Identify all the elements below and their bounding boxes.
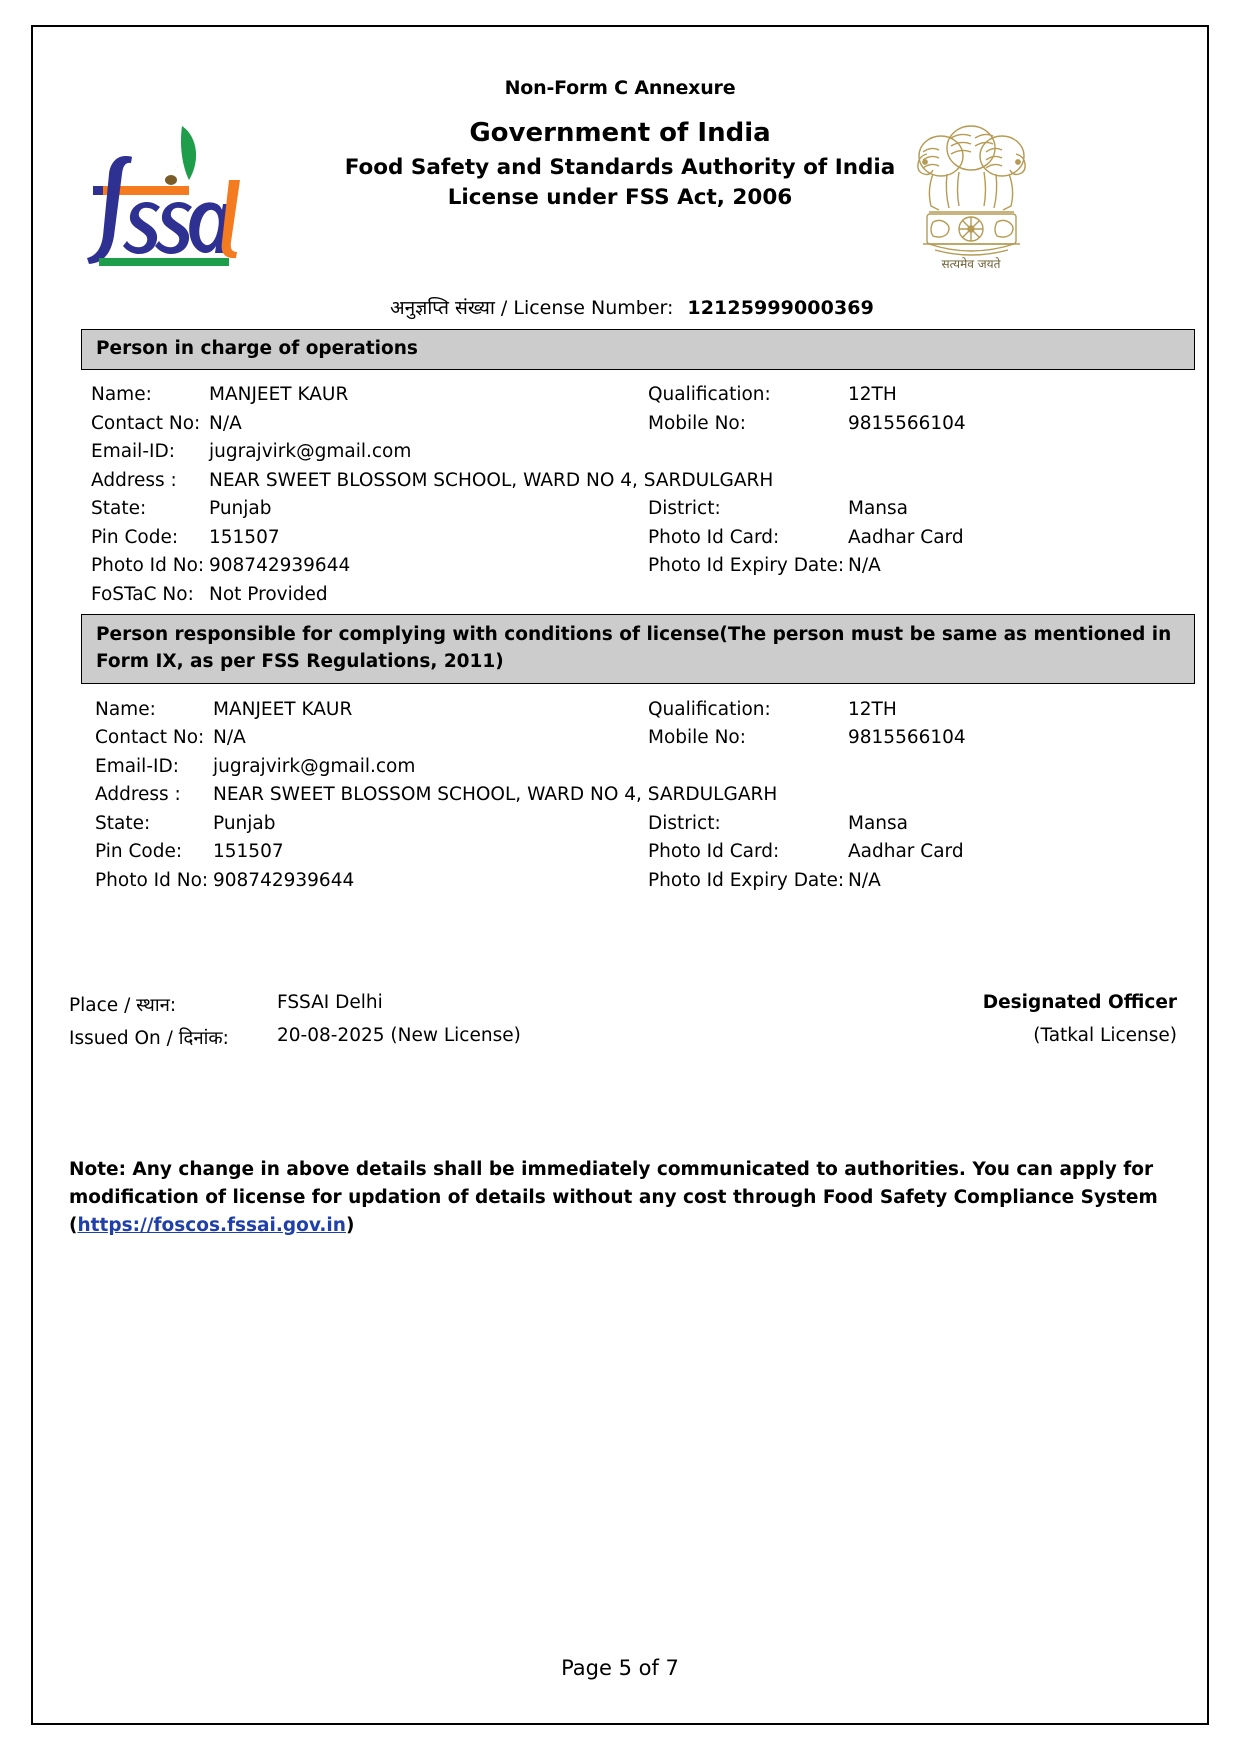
field-row xyxy=(81,500,1195,519)
issued-on-label: Issued On / दिनांक: xyxy=(69,1028,229,1050)
designated-officer-title: Designated Officer xyxy=(982,992,1177,1014)
field-value: jugrajvirk@gmail.com xyxy=(213,755,416,777)
place-label: Place / स्थान: xyxy=(69,995,177,1017)
field-value: MANJEET KAUR xyxy=(209,384,349,406)
field-email-id xyxy=(81,443,1195,462)
field-label: Qualification: xyxy=(648,384,771,406)
field-value: 151507 xyxy=(209,526,280,548)
license-number-value: 12125999000369 xyxy=(687,297,874,319)
field-label: Photo Id Card: xyxy=(648,526,780,548)
field-row xyxy=(81,812,1195,834)
field-row xyxy=(81,583,1195,605)
field-address xyxy=(81,786,1195,805)
field-mobile-no xyxy=(638,729,1195,748)
section1-fields xyxy=(81,370,1195,604)
field-value: 12TH xyxy=(848,698,897,720)
field-label: Pin Code: xyxy=(91,526,179,548)
field-qualification xyxy=(638,386,1195,405)
place-row xyxy=(69,992,1195,1025)
note-text-part2: ) xyxy=(345,1214,355,1236)
field-row xyxy=(81,469,1195,491)
field-label: District: xyxy=(648,498,721,520)
field-fostac-no xyxy=(81,583,1195,605)
authority-title: Food Safety and Standards Authority of India xyxy=(344,154,896,180)
field-contact-no xyxy=(81,729,638,748)
field-pin-code xyxy=(81,526,638,548)
field-label: Photo Id No: xyxy=(95,869,209,891)
field-label: Mobile No: xyxy=(648,727,746,749)
note-text-part1: Note: Any change in above details shall be immediately communicated to authorities. You can apply for modification of license for updation of details without any cost through Food Safety Compliance System ( xyxy=(69,1159,1158,1236)
field-photo-id-expiry-date xyxy=(638,557,1195,576)
field-photo-id-card xyxy=(638,843,1195,862)
field-state xyxy=(81,500,638,519)
field-row xyxy=(81,869,1195,891)
field-row xyxy=(81,755,1195,777)
emblem-motto-text: सत्यमेव जयते xyxy=(941,257,1001,271)
field-photo-id-no xyxy=(81,869,638,891)
license-number-line xyxy=(31,294,1209,320)
note-block xyxy=(69,1058,1161,1239)
field-value: Mansa xyxy=(848,812,908,834)
field-district xyxy=(638,500,1195,519)
field-email-id xyxy=(81,755,1195,777)
field-value: jugrajvirk@gmail.com xyxy=(209,441,412,463)
field-label: Photo Id Expiry Date: xyxy=(648,555,845,577)
page-number: Page 5 of 7 xyxy=(561,1656,679,1680)
field-value: 908742939644 xyxy=(209,555,351,577)
field-value: 908742939644 xyxy=(213,869,355,891)
field-value: 9815566104 xyxy=(848,727,966,749)
field-label: Photo Id Expiry Date: xyxy=(648,869,845,891)
field-value: Punjab xyxy=(213,812,276,834)
field-row xyxy=(81,443,1195,462)
field-row xyxy=(81,843,1195,862)
field-photo-id-expiry-date xyxy=(638,869,1195,891)
issued-on-value: 20-08-2025 (New License) xyxy=(277,1025,521,1047)
field-label: Address : xyxy=(91,469,177,491)
field-label: District: xyxy=(648,812,721,834)
field-label: Pin Code: xyxy=(95,841,183,863)
field-value: NEAR SWEET BLOSSOM SCHOOL, WARD NO 4, SARDULGARH xyxy=(209,469,774,491)
section-heading-person-in-charge: Person in charge of operations xyxy=(81,329,1195,370)
license-number-label: अनुज्ञप्ति संख्या / License Number: xyxy=(390,297,674,319)
field-value: Mansa xyxy=(848,498,908,520)
field-address xyxy=(81,469,1195,491)
field-value: 9815566104 xyxy=(848,412,966,434)
field-photo-id-no xyxy=(81,557,638,576)
license-type-label: (Tatkal License) xyxy=(1033,1025,1177,1047)
section-heading-person-responsible: Person responsible for complying with conditions of license(The person must be same as mentioned in Form IX, as per FSS Regulations, 2011) xyxy=(81,614,1195,684)
field-label: Name: xyxy=(95,698,156,720)
field-row xyxy=(81,698,1195,720)
field-state xyxy=(81,812,638,834)
annexure-title: Non-Form C Annexure xyxy=(504,77,736,99)
signature-block xyxy=(69,900,1195,1058)
field-value: N/A xyxy=(213,727,246,749)
national-emblem-icon xyxy=(889,108,1054,273)
field-label: Mobile No: xyxy=(648,412,746,434)
section2-fields xyxy=(81,684,1195,891)
page-content xyxy=(31,25,1209,1725)
field-pin-code xyxy=(81,843,638,862)
field-qualification xyxy=(638,698,1195,720)
field-value: Aadhar Card xyxy=(848,841,964,863)
field-label: Contact No: xyxy=(91,412,201,434)
field-label: Photo Id No: xyxy=(91,555,205,577)
field-value: NEAR SWEET BLOSSOM SCHOOL, WARD NO 4, SARDULGARH xyxy=(213,784,778,806)
place-value: FSSAI Delhi xyxy=(277,992,383,1014)
field-label: Qualification: xyxy=(648,698,771,720)
field-label: State: xyxy=(95,812,151,834)
field-value: 12TH xyxy=(848,384,897,406)
field-value: N/A xyxy=(848,869,881,891)
field-value: Aadhar Card xyxy=(848,526,964,548)
field-photo-id-card xyxy=(638,526,1195,548)
field-name xyxy=(81,698,638,720)
document-header xyxy=(31,103,1209,288)
field-name xyxy=(81,386,638,405)
field-label: Email-ID: xyxy=(95,755,179,777)
field-contact-no xyxy=(81,412,638,434)
field-label: Address : xyxy=(95,784,181,806)
field-value: 151507 xyxy=(213,841,284,863)
field-label: Photo Id Card: xyxy=(648,841,780,863)
field-value: MANJEET KAUR xyxy=(213,698,353,720)
field-label: FoSTaC No: xyxy=(91,583,194,605)
field-value: N/A xyxy=(209,412,242,434)
field-row xyxy=(81,412,1195,434)
field-label: Name: xyxy=(91,384,152,406)
field-row xyxy=(81,526,1195,548)
issued-on-row xyxy=(69,1025,1195,1058)
foscos-link[interactable]: https://foscos.fssai.gov.in xyxy=(77,1214,346,1236)
government-title: Government of India xyxy=(469,118,771,148)
field-value: Not Provided xyxy=(209,583,328,605)
field-value: Punjab xyxy=(209,498,272,520)
field-label: Contact No: xyxy=(95,727,205,749)
field-value: N/A xyxy=(848,555,881,577)
field-label: Email-ID: xyxy=(91,441,175,463)
field-row xyxy=(81,557,1195,576)
field-row xyxy=(81,386,1195,405)
act-title: License under FSS Act, 2006 xyxy=(447,184,793,210)
field-mobile-no xyxy=(638,412,1195,434)
field-district xyxy=(638,812,1195,834)
field-row xyxy=(81,786,1195,805)
field-row xyxy=(81,729,1195,748)
field-label: State: xyxy=(91,498,147,520)
